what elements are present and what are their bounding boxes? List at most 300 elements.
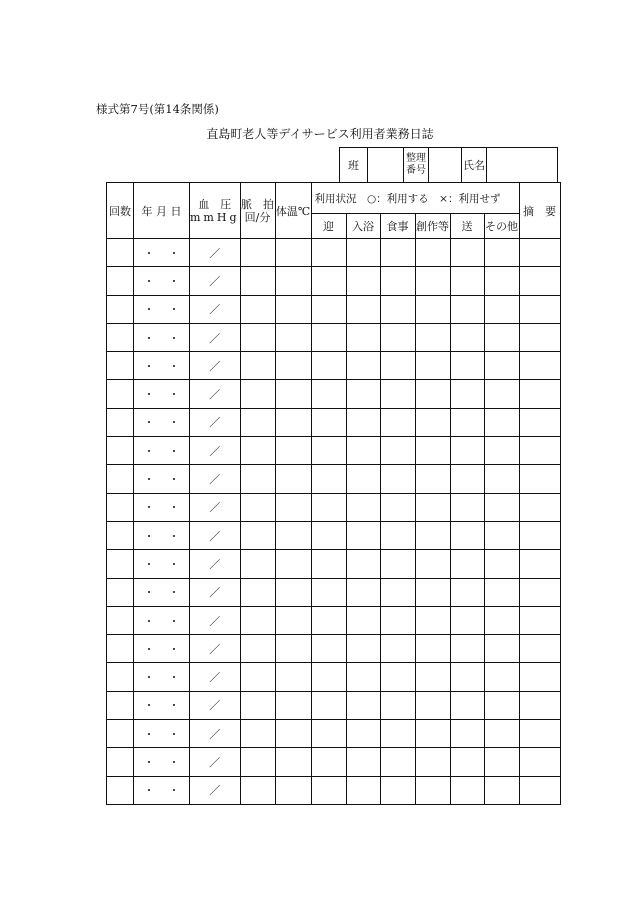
- pulse-cell[interactable]: [240, 748, 275, 776]
- blood-pressure-cell[interactable]: [190, 635, 241, 663]
- blood-pressure-cell[interactable]: [190, 776, 241, 804]
- status-cell[interactable]: [311, 776, 346, 804]
- date-dot: ・: [143, 359, 155, 373]
- status-cell[interactable]: [311, 691, 346, 719]
- status-cell[interactable]: [484, 521, 519, 549]
- table-row: [107, 521, 561, 549]
- date-dot: ・: [168, 699, 180, 713]
- status-cell[interactable]: [450, 352, 484, 380]
- temperature-cell[interactable]: [275, 437, 311, 465]
- bp-slash: ／: [209, 416, 221, 430]
- group-field[interactable]: [368, 148, 404, 183]
- status-cell[interactable]: [484, 295, 519, 323]
- temperature-cell[interactable]: [275, 521, 311, 549]
- temperature-cell[interactable]: [275, 380, 311, 408]
- summary-cell[interactable]: [519, 578, 560, 606]
- pulse-cell[interactable]: [240, 408, 275, 436]
- pulse-cell[interactable]: [240, 720, 275, 748]
- count-cell[interactable]: [107, 606, 134, 634]
- status-cell[interactable]: [311, 408, 346, 436]
- bp-slash: ／: [209, 303, 221, 317]
- status-cell[interactable]: [380, 691, 415, 719]
- summary-cell[interactable]: [519, 776, 560, 804]
- table-row: [107, 606, 561, 634]
- summary-cell[interactable]: [519, 550, 560, 578]
- count-cell[interactable]: [107, 267, 134, 295]
- count-cell[interactable]: [107, 578, 134, 606]
- date-dot: ・: [143, 614, 155, 628]
- status-cell[interactable]: [415, 239, 450, 267]
- summary-cell[interactable]: [519, 239, 560, 267]
- pulse-cell[interactable]: [240, 635, 275, 663]
- count-cell[interactable]: [107, 239, 134, 267]
- date-dot: ・: [143, 473, 155, 487]
- status-cell[interactable]: [484, 550, 519, 578]
- pulse-cell[interactable]: [240, 267, 275, 295]
- status-cell[interactable]: [380, 578, 415, 606]
- status-cell[interactable]: [311, 352, 346, 380]
- status-cell[interactable]: [346, 352, 380, 380]
- status-cell[interactable]: [450, 239, 484, 267]
- blood-pressure-cell[interactable]: [190, 352, 241, 380]
- status-cell[interactable]: [380, 380, 415, 408]
- status-cell[interactable]: [311, 720, 346, 748]
- pulse-cell[interactable]: [240, 691, 275, 719]
- form-number: 様式第7号(第14条関係): [96, 102, 219, 116]
- status-cell[interactable]: [415, 550, 450, 578]
- date-dot: ・: [168, 274, 180, 288]
- status-cell[interactable]: [415, 663, 450, 691]
- status-cell[interactable]: [415, 267, 450, 295]
- date-cell[interactable]: [134, 437, 190, 465]
- status-cell[interactable]: [346, 437, 380, 465]
- count-cell[interactable]: [107, 635, 134, 663]
- date-cell[interactable]: [134, 691, 190, 719]
- temperature-cell[interactable]: [275, 550, 311, 578]
- blood-pressure-cell[interactable]: [190, 295, 241, 323]
- pulse-cell[interactable]: [240, 776, 275, 804]
- status-cell[interactable]: [484, 239, 519, 267]
- summary-cell[interactable]: [519, 267, 560, 295]
- status-cell[interactable]: [415, 748, 450, 776]
- pulse-cell[interactable]: [240, 295, 275, 323]
- status-cell[interactable]: [380, 748, 415, 776]
- status-cell[interactable]: [450, 606, 484, 634]
- status-cell[interactable]: [311, 550, 346, 578]
- status-cell[interactable]: [415, 408, 450, 436]
- count-cell[interactable]: [107, 663, 134, 691]
- summary-cell[interactable]: [519, 663, 560, 691]
- date-cell[interactable]: [134, 267, 190, 295]
- status-cell[interactable]: [450, 748, 484, 776]
- number-label: 整理 番号: [404, 148, 429, 183]
- date-cell[interactable]: [134, 720, 190, 748]
- date-cell[interactable]: [134, 606, 190, 634]
- status-cell[interactable]: [346, 295, 380, 323]
- count-cell[interactable]: [107, 550, 134, 578]
- summary-cell[interactable]: [519, 691, 560, 719]
- status-cell[interactable]: [484, 493, 519, 521]
- date-cell[interactable]: [134, 748, 190, 776]
- date-dot: ・: [143, 529, 155, 543]
- status-cell[interactable]: [484, 352, 519, 380]
- date-dot: ・: [143, 671, 155, 685]
- bp-slash: ／: [209, 699, 221, 713]
- blood-pressure-cell[interactable]: [190, 239, 241, 267]
- date-cell[interactable]: [134, 663, 190, 691]
- status-cell[interactable]: [380, 550, 415, 578]
- summary-cell[interactable]: [519, 352, 560, 380]
- status-cell[interactable]: [450, 267, 484, 295]
- status-cell[interactable]: [450, 295, 484, 323]
- status-cell[interactable]: [450, 493, 484, 521]
- temperature-cell[interactable]: [275, 408, 311, 436]
- date-cell[interactable]: [134, 239, 190, 267]
- table-row: [107, 493, 561, 521]
- status-cell[interactable]: [346, 776, 380, 804]
- pulse-cell[interactable]: [240, 437, 275, 465]
- blood-pressure-cell[interactable]: [190, 408, 241, 436]
- status-cell[interactable]: [311, 465, 346, 493]
- status-cell[interactable]: [346, 493, 380, 521]
- date-dot: ・: [143, 699, 155, 713]
- status-cell[interactable]: [415, 691, 450, 719]
- status-cell[interactable]: [484, 408, 519, 436]
- status-cell[interactable]: [311, 635, 346, 663]
- temperature-cell[interactable]: [275, 748, 311, 776]
- status-col-bath: 入浴: [346, 214, 380, 239]
- bp-slash: ／: [209, 642, 221, 656]
- temperature-cell[interactable]: [275, 691, 311, 719]
- status-cell[interactable]: [484, 691, 519, 719]
- summary-cell[interactable]: [519, 748, 560, 776]
- status-cell[interactable]: [311, 663, 346, 691]
- status-cell[interactable]: [346, 748, 380, 776]
- count-cell[interactable]: [107, 493, 134, 521]
- status-cell[interactable]: [380, 352, 415, 380]
- bp-slash: ／: [209, 586, 221, 600]
- temperature-cell[interactable]: [275, 239, 311, 267]
- status-cell[interactable]: [346, 521, 380, 549]
- status-cell[interactable]: [380, 437, 415, 465]
- summary-cell[interactable]: [519, 295, 560, 323]
- status-cell[interactable]: [311, 295, 346, 323]
- status-cell[interactable]: [415, 323, 450, 351]
- status-cell[interactable]: [311, 606, 346, 634]
- status-cell[interactable]: [346, 267, 380, 295]
- temperature-cell[interactable]: [275, 606, 311, 634]
- status-cell[interactable]: [346, 380, 380, 408]
- count-cell[interactable]: [107, 437, 134, 465]
- summary-cell[interactable]: [519, 465, 560, 493]
- temperature-cell[interactable]: [275, 663, 311, 691]
- date-dot: ・: [143, 303, 155, 317]
- status-cell[interactable]: [415, 380, 450, 408]
- status-cell[interactable]: [415, 465, 450, 493]
- table-row: [107, 691, 561, 719]
- blood-pressure-cell[interactable]: [190, 323, 241, 351]
- status-cell[interactable]: [346, 635, 380, 663]
- status-cell[interactable]: [346, 239, 380, 267]
- date-cell[interactable]: [134, 380, 190, 408]
- count-cell[interactable]: [107, 776, 134, 804]
- status-cell[interactable]: [484, 606, 519, 634]
- status-cell[interactable]: [346, 323, 380, 351]
- temperature-cell[interactable]: [275, 776, 311, 804]
- status-cell[interactable]: [380, 239, 415, 267]
- status-cell[interactable]: [346, 578, 380, 606]
- status-cell[interactable]: [380, 295, 415, 323]
- status-cell[interactable]: [484, 465, 519, 493]
- date-dot: ・: [143, 388, 155, 402]
- bp-slash: ／: [209, 557, 221, 571]
- bp-slash: ／: [209, 388, 221, 402]
- status-cell[interactable]: [311, 380, 346, 408]
- status-cell[interactable]: [450, 437, 484, 465]
- pulse-header: 脈 拍 回/分: [240, 183, 275, 239]
- status-cell[interactable]: [450, 408, 484, 436]
- date-dot: ・: [143, 246, 155, 260]
- status-cell[interactable]: [380, 776, 415, 804]
- status-cell[interactable]: [311, 748, 346, 776]
- status-cell[interactable]: [450, 323, 484, 351]
- status-cell[interactable]: [380, 635, 415, 663]
- bp-slash: ／: [209, 246, 221, 260]
- blood-pressure-cell[interactable]: [190, 267, 241, 295]
- log-table: [106, 182, 561, 805]
- table-row: [107, 323, 561, 351]
- status-cell[interactable]: [311, 437, 346, 465]
- bp-slash: ／: [209, 501, 221, 515]
- status-cell[interactable]: [450, 720, 484, 748]
- date-cell[interactable]: [134, 493, 190, 521]
- count-cell[interactable]: [107, 295, 134, 323]
- name-field[interactable]: [487, 148, 558, 183]
- blood-pressure-cell[interactable]: [190, 550, 241, 578]
- status-cell[interactable]: [346, 465, 380, 493]
- pulse-cell[interactable]: [240, 550, 275, 578]
- status-cell[interactable]: [380, 493, 415, 521]
- status-cell[interactable]: [450, 550, 484, 578]
- pulse-cell[interactable]: [240, 606, 275, 634]
- bp-slash: ／: [209, 331, 221, 345]
- summary-cell[interactable]: [519, 437, 560, 465]
- blood-pressure-cell[interactable]: [190, 578, 241, 606]
- status-cell[interactable]: [346, 606, 380, 634]
- status-cell[interactable]: [415, 295, 450, 323]
- temperature-cell[interactable]: [275, 323, 311, 351]
- date-cell[interactable]: [134, 323, 190, 351]
- date-cell[interactable]: [134, 521, 190, 549]
- temperature-cell[interactable]: [275, 493, 311, 521]
- date-cell[interactable]: [134, 465, 190, 493]
- status-cell[interactable]: [484, 776, 519, 804]
- date-dot: ・: [143, 557, 155, 571]
- blood-pressure-cell[interactable]: [190, 465, 241, 493]
- status-cell[interactable]: [346, 691, 380, 719]
- count-cell[interactable]: [107, 352, 134, 380]
- status-cell[interactable]: [415, 352, 450, 380]
- summary-cell[interactable]: [519, 408, 560, 436]
- pulse-cell[interactable]: [240, 493, 275, 521]
- pulse-cell[interactable]: [240, 239, 275, 267]
- status-cell[interactable]: [484, 663, 519, 691]
- date-cell[interactable]: [134, 408, 190, 436]
- number-field[interactable]: [429, 148, 462, 183]
- summary-cell[interactable]: [519, 720, 560, 748]
- count-cell[interactable]: [107, 748, 134, 776]
- summary-cell[interactable]: [519, 606, 560, 634]
- status-cell[interactable]: [346, 720, 380, 748]
- summary-cell[interactable]: [519, 493, 560, 521]
- table-row: [107, 748, 561, 776]
- table-row: [107, 465, 561, 493]
- count-cell[interactable]: [107, 720, 134, 748]
- summary-cell[interactable]: [519, 635, 560, 663]
- blood-pressure-cell[interactable]: [190, 691, 241, 719]
- pulse-cell[interactable]: [240, 465, 275, 493]
- date-dot: ・: [143, 416, 155, 430]
- blood-pressure-cell[interactable]: [190, 720, 241, 748]
- status-cell[interactable]: [450, 663, 484, 691]
- date-dot: ・: [143, 501, 155, 515]
- bp-slash: ／: [209, 473, 221, 487]
- bp-slash: ／: [209, 274, 221, 288]
- count-cell[interactable]: [107, 465, 134, 493]
- status-cell[interactable]: [450, 465, 484, 493]
- status-cell[interactable]: [450, 635, 484, 663]
- pulse-cell[interactable]: [240, 663, 275, 691]
- summary-cell[interactable]: [519, 380, 560, 408]
- pulse-cell[interactable]: [240, 521, 275, 549]
- date-cell[interactable]: [134, 352, 190, 380]
- date-cell[interactable]: [134, 635, 190, 663]
- date-cell[interactable]: [134, 295, 190, 323]
- status-cell[interactable]: [415, 493, 450, 521]
- status-cell[interactable]: [415, 635, 450, 663]
- status-cell[interactable]: [450, 380, 484, 408]
- status-cell[interactable]: [484, 380, 519, 408]
- status-cell[interactable]: [450, 776, 484, 804]
- status-cell[interactable]: [415, 437, 450, 465]
- date-dot: ・: [168, 529, 180, 543]
- status-col-meal: 食事: [380, 214, 415, 239]
- date-dot: ・: [143, 784, 155, 798]
- bp-slash: ／: [209, 671, 221, 685]
- status-cell[interactable]: [484, 323, 519, 351]
- table-row: [107, 408, 561, 436]
- status-cell[interactable]: [346, 408, 380, 436]
- status-cell[interactable]: [380, 408, 415, 436]
- blood-pressure-cell[interactable]: [190, 493, 241, 521]
- status-cell[interactable]: [380, 663, 415, 691]
- status-cell[interactable]: [484, 720, 519, 748]
- blood-pressure-cell[interactable]: [190, 606, 241, 634]
- blood-pressure-cell[interactable]: [190, 521, 241, 549]
- status-cell[interactable]: [484, 267, 519, 295]
- pulse-cell[interactable]: [240, 323, 275, 351]
- status-cell[interactable]: [380, 267, 415, 295]
- blood-pressure-cell[interactable]: [190, 380, 241, 408]
- status-cell[interactable]: [484, 437, 519, 465]
- temperature-header: 体温℃: [275, 183, 311, 239]
- status-cell[interactable]: [484, 635, 519, 663]
- blood-pressure-cell[interactable]: [190, 748, 241, 776]
- count-cell[interactable]: [107, 408, 134, 436]
- date-dot: ・: [168, 784, 180, 798]
- status-cell[interactable]: [311, 578, 346, 606]
- table-row: [107, 578, 561, 606]
- summary-cell[interactable]: [519, 323, 560, 351]
- temperature-cell[interactable]: [275, 635, 311, 663]
- temperature-cell[interactable]: [275, 352, 311, 380]
- status-cell[interactable]: [415, 776, 450, 804]
- date-cell[interactable]: [134, 550, 190, 578]
- date-dot: ・: [168, 642, 180, 656]
- pulse-cell[interactable]: [240, 352, 275, 380]
- temperature-cell[interactable]: [275, 720, 311, 748]
- group-label: 班: [340, 148, 368, 183]
- status-cell[interactable]: [380, 521, 415, 549]
- pulse-cell[interactable]: [240, 380, 275, 408]
- count-cell[interactable]: [107, 323, 134, 351]
- date-dot: ・: [168, 501, 180, 515]
- count-cell[interactable]: [107, 521, 134, 549]
- temperature-cell[interactable]: [275, 465, 311, 493]
- date-cell[interactable]: [134, 776, 190, 804]
- summary-cell[interactable]: [519, 521, 560, 549]
- temperature-cell[interactable]: [275, 295, 311, 323]
- status-cell[interactable]: [415, 606, 450, 634]
- date-dot: ・: [168, 727, 180, 741]
- blood-pressure-cell[interactable]: [190, 437, 241, 465]
- status-cell[interactable]: [415, 720, 450, 748]
- status-cell[interactable]: [311, 521, 346, 549]
- status-cell[interactable]: [380, 323, 415, 351]
- status-col-creative: 創作等: [415, 214, 450, 239]
- status-cell[interactable]: [415, 521, 450, 549]
- status-cell[interactable]: [311, 323, 346, 351]
- status-cell[interactable]: [311, 239, 346, 267]
- date-dot: ・: [168, 586, 180, 600]
- status-cell[interactable]: [380, 465, 415, 493]
- table-row: [107, 720, 561, 748]
- count-cell[interactable]: [107, 380, 134, 408]
- count-cell[interactable]: [107, 691, 134, 719]
- date-dot: ・: [168, 331, 180, 345]
- status-col-dropoff: 送: [450, 214, 484, 239]
- blood-pressure-cell[interactable]: [190, 663, 241, 691]
- status-cell[interactable]: [484, 748, 519, 776]
- temperature-cell[interactable]: [275, 267, 311, 295]
- temperature-cell[interactable]: [275, 578, 311, 606]
- status-cell[interactable]: [346, 550, 380, 578]
- status-cell[interactable]: [346, 663, 380, 691]
- status-cell[interactable]: [484, 578, 519, 606]
- status-cell[interactable]: [380, 606, 415, 634]
- bp-slash: ／: [209, 614, 221, 628]
- status-cell[interactable]: [311, 267, 346, 295]
- status-cell[interactable]: [450, 691, 484, 719]
- status-cell[interactable]: [380, 720, 415, 748]
- status-cell[interactable]: [415, 578, 450, 606]
- pulse-cell[interactable]: [240, 578, 275, 606]
- date-cell[interactable]: [134, 578, 190, 606]
- date-dot: ・: [168, 416, 180, 430]
- status-cell[interactable]: [311, 493, 346, 521]
- status-cell[interactable]: [450, 521, 484, 549]
- status-cell[interactable]: [450, 578, 484, 606]
